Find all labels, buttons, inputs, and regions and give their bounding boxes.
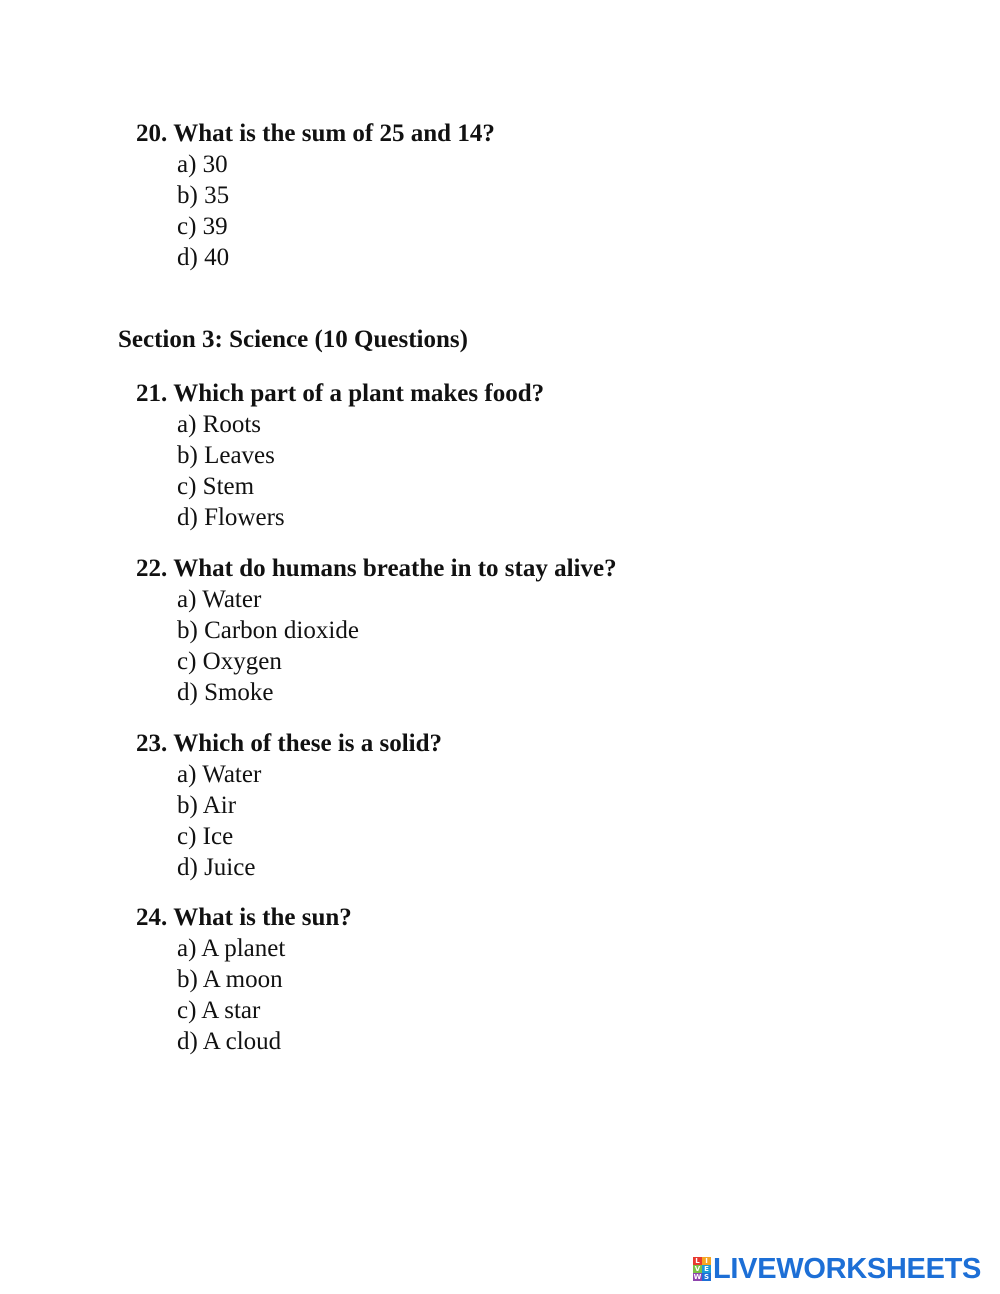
option-d: d) Juice — [177, 854, 256, 881]
question-text: What is the sun? — [173, 904, 352, 931]
brand-mark-tile: S — [703, 1273, 710, 1281]
option-list — [136, 759, 442, 883]
question-text: What do humans breathe in to stay alive? — [173, 555, 617, 582]
option-c: c) 39 — [177, 213, 228, 240]
option-c: c) Ice — [177, 823, 234, 850]
option-d: d) 40 — [177, 244, 230, 271]
question-21 — [136, 378, 544, 533]
option-a: a) Water — [177, 761, 262, 788]
section-heading: Section 3: Science (10 Questions) — [118, 326, 468, 353]
option-b: b) Leaves — [177, 442, 275, 469]
option-b: b) A moon — [177, 966, 283, 993]
question-24 — [136, 902, 352, 1057]
question-title — [136, 378, 544, 409]
option-d: d) Flowers — [177, 504, 285, 531]
option-d: d) Smoke — [177, 679, 274, 706]
question-number: 23. — [136, 730, 168, 757]
option-list — [136, 149, 495, 273]
question-number: 21. — [136, 380, 168, 407]
option-b: b) Air — [177, 792, 237, 819]
brand-text: LIVEWORKSHEETS — [713, 1253, 982, 1285]
option-b: b) Carbon dioxide — [177, 617, 359, 644]
option-a: a) Roots — [177, 411, 262, 438]
option-d: d) A cloud — [177, 1028, 282, 1055]
brand-mark-tile: L — [693, 1257, 702, 1265]
question-text: What is the sum of 25 and 14? — [173, 120, 495, 147]
option-a: a) 30 — [177, 151, 228, 178]
option-b: b) 35 — [177, 182, 230, 209]
brand-mark-tile: W — [693, 1273, 702, 1281]
option-c: c) Stem — [177, 473, 255, 500]
brand-mark-tile: I — [702, 1257, 711, 1265]
question-number: 24. — [136, 904, 168, 931]
question-title — [136, 728, 442, 759]
option-a: a) A planet — [177, 935, 286, 962]
question-20 — [136, 118, 495, 273]
brand-mark-tile: V — [694, 1265, 701, 1273]
brand-mark-tile: E — [702, 1265, 711, 1273]
option-list — [136, 409, 544, 533]
liveworksheets-logo — [693, 1254, 981, 1284]
question-title — [136, 553, 617, 584]
option-list — [136, 584, 617, 708]
question-text: Which part of a plant makes food? — [173, 380, 545, 407]
option-c: c) Oxygen — [177, 648, 282, 675]
question-number: 20. — [136, 120, 168, 147]
brand-mark-icon — [693, 1257, 711, 1281]
question-23 — [136, 728, 442, 883]
option-list — [136, 933, 352, 1057]
question-title — [136, 902, 352, 933]
question-title — [136, 118, 495, 149]
option-c: c) A star — [177, 997, 261, 1024]
question-22 — [136, 553, 617, 708]
question-text: Which of these is a solid? — [173, 730, 443, 757]
option-a: a) Water — [177, 586, 262, 613]
question-number: 22. — [136, 555, 168, 582]
